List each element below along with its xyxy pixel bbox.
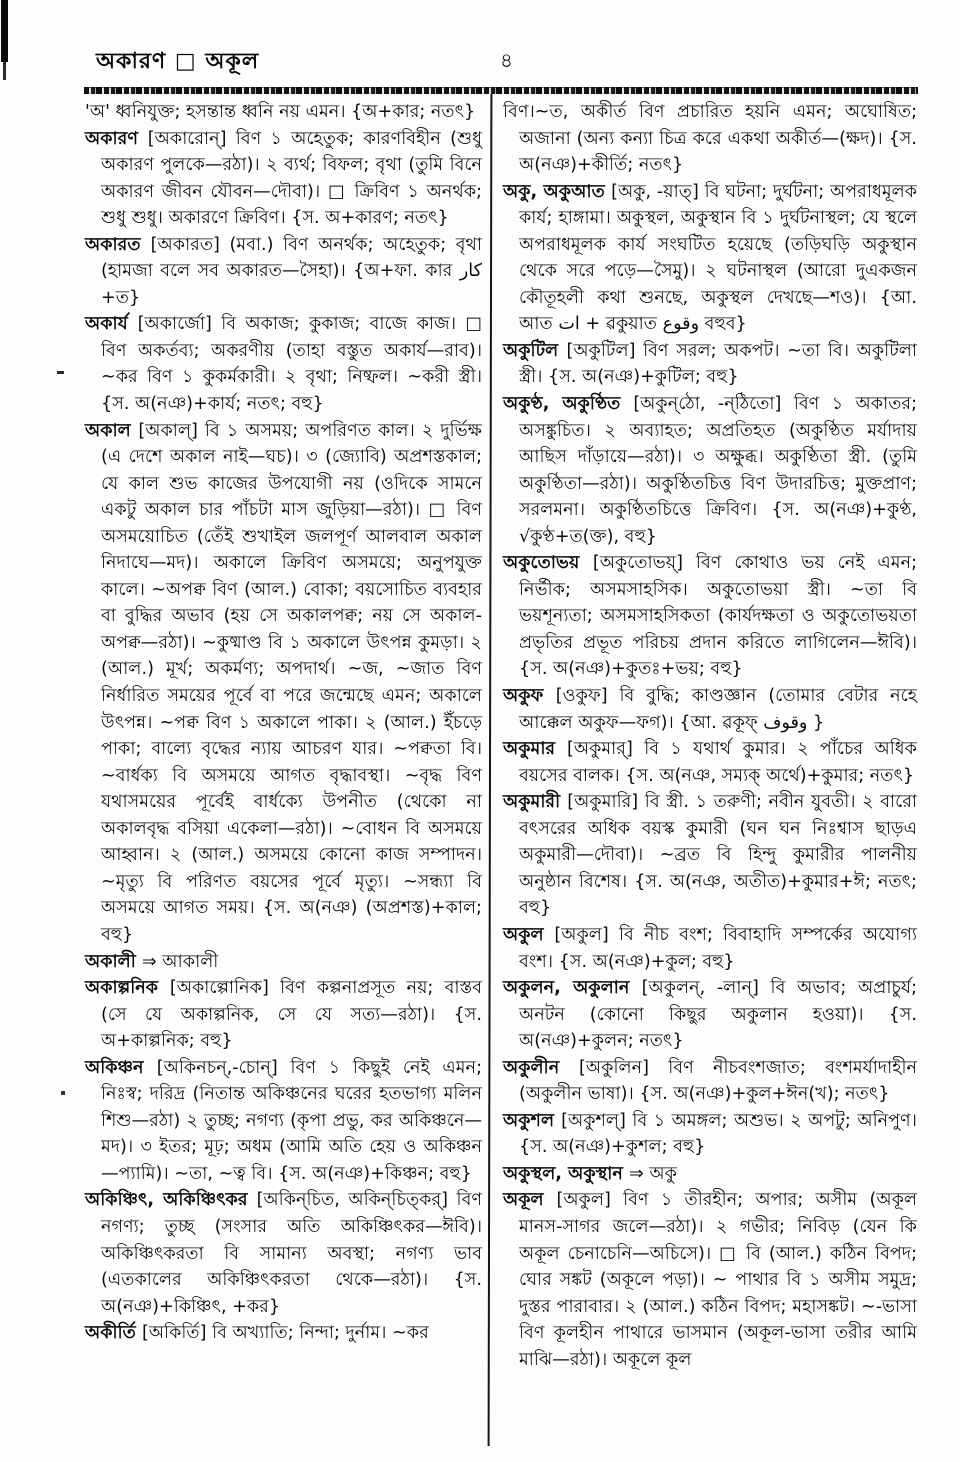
right-column <box>503 99 917 1373</box>
headword: অকার্য <box>85 314 138 335</box>
headword: অকু, অকুআত <box>503 181 612 202</box>
header-separator-rule <box>84 87 918 94</box>
dictionary-entry <box>503 338 917 391</box>
page-number: ৪ <box>500 48 513 72</box>
headword: অকুণ্ঠ, অকুণ্ঠিত <box>503 394 634 415</box>
entry-body: [অকুমারি] বি স্ত্রী. ১ তরুণী; নবীন যুবতী। ২ বারো বৎসরের অধিক বয়স্ক কুমারী (ঘন ঘন নিঃশ্বাস ছাড়এ অকুমারী—দৌবা)। ~ব্রত বি হিন্দু কুমারীর পালনীয় অনুষ্ঠান বিশেষ। {স. অ(নঞ, অতীত)+কুমার+ঈ; নতৎ; বহু} <box>519 792 917 919</box>
dictionary-entry <box>85 1187 482 1320</box>
entry-body: [অকারত] (মবা.) বিণ অনর্থক; অহেতুক; বৃথা (হামজা বলে সব অকারত—সৈহা)। {অ+ফা. কার كار +ত} <box>101 234 483 308</box>
entry-body: ⇒ অকু <box>629 1163 677 1184</box>
dictionary-entry <box>503 1161 917 1188</box>
entry-body: [অকিন্‌চিত, অকিন্‌চিত্‌কর্] বিণ নগণ্য; তুচ্ছ (সংসার অতি অকিঞ্চিৎকর—ঈবি)। অকিঞ্চিৎকরতা বি সামান্য অবস্থা; নগণ্য ভাব (এতকালের অকিঞ্চিৎকরতা থেকে—রঠা)। {স. অ(নঞ)+কিঞ্চিৎ, +কর} <box>101 1190 482 1317</box>
headword: অকুলীন <box>503 1057 580 1078</box>
column-divider <box>488 94 493 1446</box>
dictionary-entry <box>503 922 917 975</box>
dictionary-entry <box>85 975 482 1055</box>
headword: অকুল <box>503 924 555 945</box>
entry-body: [অকুলন্, -লান্] বি অভাব; অপ্রাচুর্য; অনটন (কোনো কিছুর অকুলান হওয়া)। {স. অ(নঞ)+কুলন; নতৎ} <box>519 978 917 1052</box>
entry-body: [অকু, -য়াত্] বি ঘটনা; দুর্ঘটনা; অপরাধমূলক কার্য; হাঙ্গামা। অকুস্থল, অকুস্থান বি ১ দুর্ঘটনাস্থল; যে স্থলে অপরাধমূলক কার্য সংঘটিত হয়েছে (তড়িঘড়ি অকুস্থান থেকে সরে পড়ে—সৈমু)। ২ ঘটনাস্থল (আরো দুএকজন কৌতূহলী কথা শুনছে, অকুস্থল দেখছে—শও)। {আ. আত ات + ৱকুয়াত وقوع বহুব} <box>519 181 918 335</box>
headword: অকুফ <box>503 686 556 707</box>
entry-body: [অকুল] বি নীচ বংশ; বিবাহাদি সম্পর্কের অযোগ্য বংশ। {স. অ(নঞ)+কুল; বহু} <box>519 924 917 972</box>
dictionary-entry <box>503 736 917 789</box>
entry-body: [অকুমার্] বি ১ যথার্থ কুমার। ২ পাঁচের অধিক বয়সের বালক। {স. অ(নঞ, সম্যক্ অর্থে)+কুমার; নতৎ} <box>519 739 917 786</box>
entry-body: [অকার্জো] বি অকাজ; কুকাজ; বাজে কাজ। □ বিণ অকর্তব্য; অকরণীয় (তাহা বস্তুত অকার্য—রাব)। ~কর বিণ ১ কুকর্মকারী। ২ বৃথা; নিষ্ফল। ~করী স্ত্রী। {স. অ(নঞ)+কার্য; নতৎ; বহু} <box>101 314 482 415</box>
entry-body: [অকুশল্] বি ১ অমঙ্গল; অশুভ। ২ অপটু; অনিপুণ। {স. অ(নঞ)+কুশল; বহু} <box>519 1110 917 1158</box>
headword: অকুতোভয় <box>503 553 593 574</box>
entry-body: [অকির্তি] বি অখ্যাতি; নিন্দা; দুর্নাম। ~কর <box>141 1323 429 1344</box>
dictionary-entry <box>85 311 482 417</box>
scan-artifact <box>57 371 64 374</box>
headword: অকুশল <box>503 1110 562 1131</box>
entry-body: [অকুন্‌ঠো, -ন্‌ঠিতো] বিণ ১ অকাতর; অসঙ্কুচিত। ২ অব্যাহত; অপ্রতিহত (অকুণ্ঠিত মর্যাদায় আছিস দাঁড়ায়ে—রঠা)। ৩ অক্ষুব্ধ। অকুণ্ঠিতা স্ত্রী. (তুমি অকুণ্ঠিতা—রঠা)। অকুণ্ঠিতচিত্ত বিণ উদারচিত্ত; মুক্তপ্রাণ; সরলমনা। অকুণ্ঠিতচিত্তে ক্রিবিণ। {স. অ(নঞ)+কুণ্ঠ, √কুণ্ঠ+ত(ক্ত), বহু} <box>519 394 917 547</box>
dictionary-entry <box>85 1320 482 1347</box>
headword: অকুমার <box>503 739 567 760</box>
dictionary-entry <box>503 975 917 1055</box>
headword: অকুলন, অকুলান <box>503 978 642 999</box>
dictionary-entry <box>503 1108 917 1161</box>
headword: অকাল্পনিক <box>85 978 170 999</box>
dictionary-entry <box>503 1055 917 1108</box>
dictionary-entry <box>85 1055 482 1188</box>
dictionary-entry <box>503 550 917 683</box>
headword: অকালী <box>85 951 142 972</box>
dictionary-entry <box>503 99 917 179</box>
headword: অকূল <box>503 1190 557 1211</box>
headword: অকুমারী <box>503 792 568 813</box>
entry-body: [অকারোন্] বিণ ১ অহেতুক; কারণবিহীন (শুধু অকারণ পুলকে—রঠা)। ২ ব্যর্থ; বিফল; বৃথা (তুমি বিনে অকারণ জীবন যৌবন—দৌবা)। □ ক্রিবিণ ১ অনর্থক; শুধু শুধু। অকারণে ক্রিবিণ। {স. অ+কারণ; নতৎ} <box>101 128 482 229</box>
dictionary-entry <box>503 1187 917 1373</box>
dictionary-entry <box>503 391 917 550</box>
dictionary-entry <box>85 418 482 949</box>
dictionary-entry <box>85 949 482 976</box>
headword: অকুটিল <box>503 340 567 361</box>
entry-body: বিণ।~ত, অকীর্ত বিণ প্রচারিত হয়নি এমন; অঘোষিত; অজানা (অন্য কন্যা চিত্র করে একথা অকীর্ত—(ক্ষদ)। {স. অ(নঞ)+কীর্তি; নতৎ} <box>503 102 917 176</box>
headword: অকুস্থল, অকুস্থান <box>503 1163 630 1184</box>
dictionary-entry <box>85 126 482 232</box>
entry-body: [অকুতোভয়্] বিণ কোথাও ভয় নেই এমন; নির্ভীক; অসমসাহসিক। অকুতোভয়া স্ত্রী। ~তা বি ভয়শূন্যতা; অসমসাহসিকতা (কার্যদক্ষতা ও অকুতোভয়তা প্রভৃতির প্রভূত পরিচয় প্রদান করিতে লাগিলেন—ঈবি)। {স. অ(নঞ)+কুতঃ+ভয়; বহু} <box>519 553 917 680</box>
entry-body: 'অ' ধ্বনিযুক্ত; হসন্তান্ত ধ্বনি নয় এমন। {অ+কার; নতৎ} <box>85 102 476 122</box>
dictionary-entry <box>503 179 917 338</box>
entry-body: [অকাল্পোনিক] বিণ কল্পনাপ্রসূত নয়; বাস্তব (সে যে অকাল্পনিক, সে যে সত্য—রঠা)। {স. অ+কাল্পনিক; বহু} <box>101 978 482 1052</box>
entry-body: [অকুল] বিণ ১ তীরহীন; অপার; অসীম (অকূল মানস-সাগর জলে—রঠা)। ২ গভীর; নিবিড় (যেন কি অকূল চেনাচেনি—অচিসে)। □ বি (আল.) কঠিন বিপদ; ঘোর সঙ্কট (অকূলে পড়া)। ~ পাথার বি ১ অসীম সমুদ্র; দুস্তর পারাবার। ২ (আল.) কঠিন বিপদ; মহাসঙ্কট। ~-ভাসা বিণ কূলহীন পাথারে ভাসমান (অকূল-ভাসা তরীর আমি মাঝি—রঠা)। অকূলে কূল <box>519 1190 917 1370</box>
headword: অকীর্তি <box>85 1323 142 1344</box>
entry-body: ⇒ আকালী <box>141 951 219 972</box>
left-column <box>85 99 482 1347</box>
scan-artifact <box>1 0 8 62</box>
running-head: অকারণ □ অকূল <box>96 49 260 74</box>
entry-body: [অকিনচন্,-চোন্] বিণ ১ কিছুই নেই এমন; নিঃস্ব; দরিদ্র (নিতান্ত অকিঞ্চনের ঘরের হতভাগ্য মলিন শিশু—রঠা) ২ তুচ্ছ; নগণ্য (কৃপা প্রভু, কর অকিঞ্চনে—মদ)। ৩ ইতর; মূঢ়; অধম (আমি অতি হেয় ও অকিঞ্চন—প্যামি)। ~তা, ~ত্ব বি। {স. অ(নঞ)+কিঞ্চন; বহু} <box>101 1057 482 1184</box>
dictionary-entry <box>503 789 917 922</box>
headword: অকিঞ্চন <box>85 1057 157 1078</box>
scan-artifact <box>3 62 6 80</box>
entry-body: [অকুটিল] বিণ সরল; অকপট। ~তা বি। অকুটিলা স্ত্রী। {স. অ(নঞ)+কুটিল; বহু} <box>519 340 917 388</box>
dictionary-entry <box>85 232 482 312</box>
headword: অকিঞ্চিৎ, অকিঞ্চিৎকর <box>85 1190 257 1211</box>
dictionary-entry <box>85 99 482 126</box>
dictionary-entry <box>503 683 917 736</box>
headword: অকাল <box>85 420 139 441</box>
entry-body: [অকাল্] বি ১ অসময়; অপরিণত কাল। ২ দুর্ভিক্ষ (এ দেশে অকাল নাই—ঘচ)। ৩ (জ্যোবি) অপ্রশস্তকাল; যে কাল শুভ কাজের উপযোগী নয় (ওদিকে সামনে একটু অকাল চার পাঁচটা মাস জুড়িয়া—রঠা)। □ বিণ অসময়োচিত (তেঁই শুখাইল জলপূর্ণ আলবাল অকাল নিদাঘে—মদ)। অকালে ক্রিবিণ অসময়ে; অনুপযুক্ত কালে। ~অপক্ব বিণ (আল.) বোকা; বয়সোচিত ব্যবহার বা বুদ্ধির অভাব (হয় সে অকালপক্ব; নয় সে অকাল-অপক্ব—রঠা)। ~কুষ্মাণ্ড বি ১ অকালে উৎপন্ন কুমড়া। ২ (আল.) মূর্খ; অকর্মণ্য; অপদার্থ। ~জ, ~জাত বিণ নির্ধারিত সময়ের পূর্বে বা পরে জন্মেছে এমন; অকালে উৎপন্ন। ~পক্ব বিণ ১ অকালে পাকা। ২ (আল.) ইঁচড়ে পাকা; বাল্যে বৃদ্ধের ন্যায় আচরণ যার। ~পক্বতা বি। ~বার্ধক্য বি অসময়ে আগত বৃদ্ধাবস্থা। ~বৃদ্ধ বিণ যথাসময়ের পূর্বেই বার্ধক্যে উপনীত (থেকো না অকালবৃদ্ধ বসিয়া একেলা—রঠা)। ~বোধন বি অসময়ে আহ্বান। ২ (আল.) অসময়ে কোনো কাজ সম্পাদন। ~মৃত্যু বি পরিণত বয়সের পূর্বে মৃত্যু। ~সন্ধ্যা বি অসময়ে আগত সময়। {স. অ(নঞ) (অপ্রশস্ত)+কাল; বহু} <box>101 420 482 945</box>
scan-artifact <box>61 1091 65 1095</box>
headword: অকারণ <box>85 128 148 149</box>
entry-body: [ওকুফ] বি বুদ্ধি; কাণ্ডজ্ঞান (তোমার বেটার নহে আক্কেল অকুফ—ফগ)। {আ. ৱকূফ্ وقوف } <box>519 686 917 733</box>
headword: অকারত <box>85 234 151 255</box>
entry-body: [অকুলিন] বিণ নীচবংশজাত; বংশমর্যাদাহীন (অকুলীন ভাষা)। {স. অ(নঞ)+কুল+ঈন(খ); নতৎ} <box>519 1057 917 1105</box>
